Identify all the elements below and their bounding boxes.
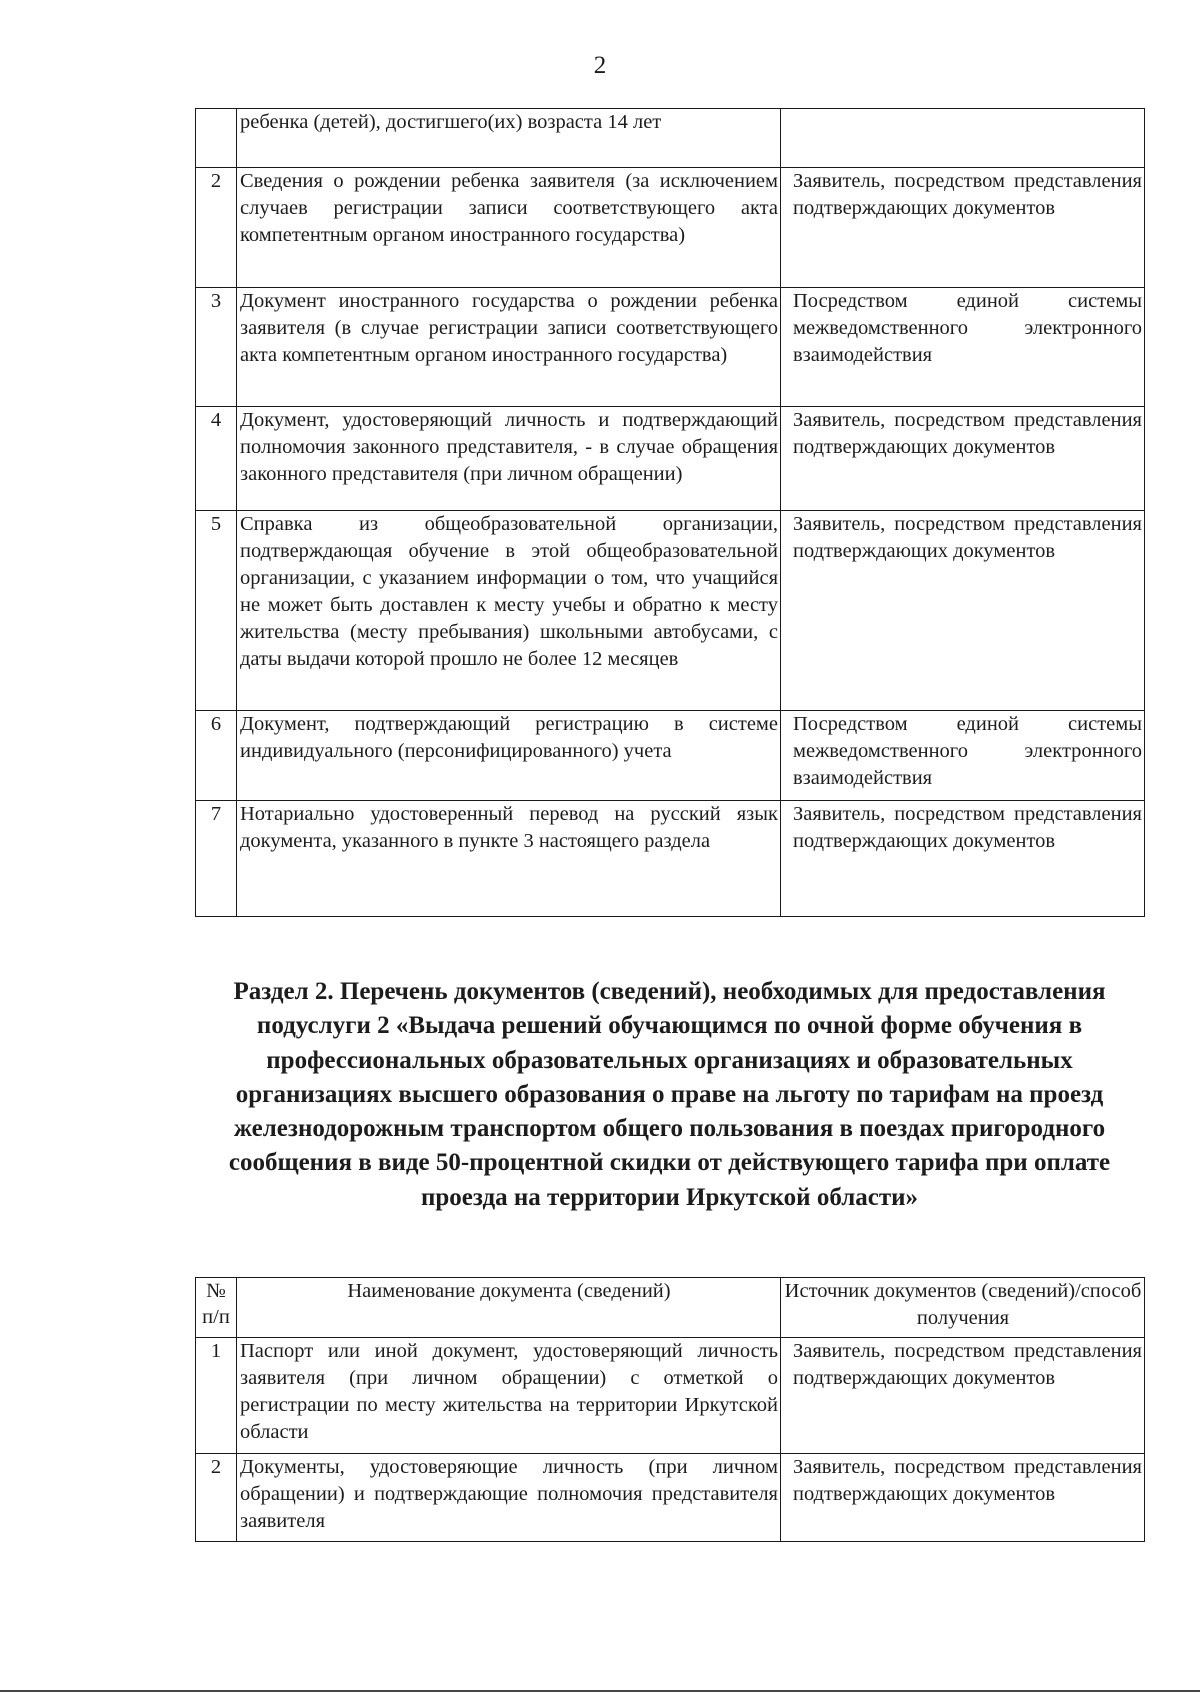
page-number: 2 bbox=[593, 52, 607, 79]
document-source: Посредством единой системы межведомственного электронного взаимодействия bbox=[781, 711, 1145, 801]
row-number bbox=[196, 109, 237, 168]
table-row bbox=[196, 168, 1145, 288]
document-source: Заявитель, посредством представления подтверждающих документов bbox=[781, 801, 1145, 917]
documents-table-section-2 bbox=[195, 1277, 1145, 1542]
document-source: Заявитель, посредством представления подтверждающих документов bbox=[781, 1338, 1145, 1454]
row-number: 1 bbox=[196, 1338, 237, 1454]
row-number: 3 bbox=[196, 288, 237, 407]
document-source bbox=[781, 109, 1145, 168]
table-row bbox=[196, 407, 1145, 511]
row-number: 4 bbox=[196, 407, 237, 511]
document-source: Заявитель, посредством представления подтверждающих документов bbox=[781, 1454, 1145, 1542]
document-name: Справка из общеобразовательной организации, подтверждающая обучение в этой общеобразовательной организации, с указанием информации о том, что учащийся не может быть доставлен к месту учебы и обратно к месту жительства (месту пребывания) школьными автобусами, с даты выдачи которой прошло не более 12 месяцев bbox=[237, 511, 781, 711]
header-number: № п/п bbox=[196, 1278, 237, 1338]
table-row bbox=[196, 109, 1145, 168]
document-name: Документ, подтверждающий регистрацию в системе индивидуального (персонифицированного) учета bbox=[237, 711, 781, 801]
document-name: Нотариально удостоверенный перевод на русский язык документа, указанного в пункте 3 настоящего раздела bbox=[237, 801, 781, 917]
document-name: ребенка (детей), достигшего(их) возраста 14 лет bbox=[237, 109, 781, 168]
table-row bbox=[196, 1454, 1145, 1542]
table-header-row bbox=[196, 1278, 1145, 1338]
document-name: Сведения о рождении ребенка заявителя (за исключением случаев регистрации записи соответствующего акта компетентным органом иностранного государства) bbox=[237, 168, 781, 288]
row-number: 2 bbox=[196, 168, 237, 288]
row-number: 2 bbox=[196, 1454, 237, 1542]
document-name: Паспорт или иной документ, удостоверяющий личность заявителя (при личном обращении) с отметкой о регистрации по месту жительства на территории Иркутской области bbox=[237, 1338, 781, 1454]
row-number: 6 bbox=[196, 711, 237, 801]
document-name: Документ иностранного государства о рождении ребенка заявителя (в случае регистрации записи соответствующего акта компетентным органом иностранного государства) bbox=[237, 288, 781, 407]
table-row bbox=[196, 801, 1145, 917]
document-source: Заявитель, посредством представления подтверждающих документов bbox=[781, 168, 1145, 288]
table-row bbox=[196, 511, 1145, 711]
document-name: Документы, удостоверяющие личность (при личном обращении) и подтверждающие полномочия представителя заявителя bbox=[237, 1454, 781, 1542]
table-row bbox=[196, 1338, 1145, 1454]
table-row bbox=[196, 711, 1145, 801]
row-number: 5 bbox=[196, 511, 237, 711]
header-document-name: Наименование документа (сведений) bbox=[237, 1278, 781, 1338]
section-2-heading: Раздел 2. Перечень документов (сведений), необходимых для предоставления подуслуги 2 «Выдача решений обучающимся по очной форме обучения в профессиональных образовательных организациях и образовательных организациях высшего образования о праве на льготу по тарифам на проезд железнодорожным транспортом общего пользования в поездах пригородного сообщения в виде 50-процентной скидки от действующего тарифа при оплате проезда на территории Иркутской области» bbox=[228, 978, 1111, 1211]
document-source: Посредством единой системы межведомственного электронного взаимодействия bbox=[781, 288, 1145, 407]
document-source: Заявитель, посредством представления подтверждающих документов bbox=[781, 511, 1145, 711]
document-name: Документ, удостоверяющий личность и подтверждающий полномочия законного представителя, - в случае обращения законного представителя (при личном обращении) bbox=[237, 407, 781, 511]
header-document-source: Источник документов (сведений)/способ получения bbox=[781, 1278, 1145, 1338]
row-number: 7 bbox=[196, 801, 237, 917]
page-bottom-edge-line bbox=[0, 1690, 1200, 1692]
table-row bbox=[196, 288, 1145, 407]
documents-table-section-1 bbox=[195, 108, 1145, 917]
document-source: Заявитель, посредством представления подтверждающих документов bbox=[781, 407, 1145, 511]
